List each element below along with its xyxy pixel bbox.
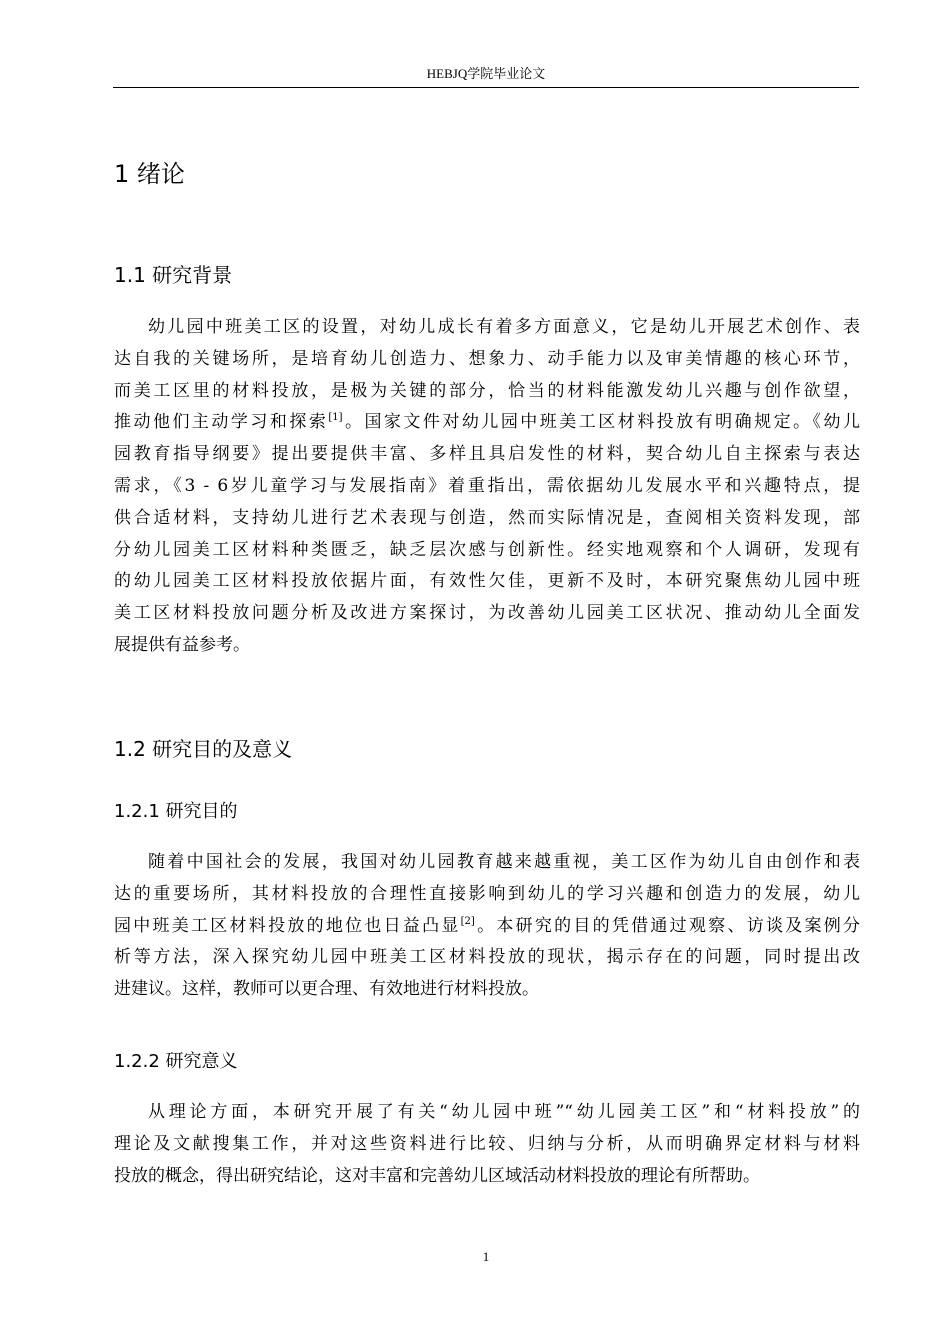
section-title-1-2: 1.2 研究目的及意义 (114, 737, 293, 761)
text-line (114, 911, 860, 943)
paragraph-significance (114, 1097, 860, 1192)
text-line: 理论及文献搜集工作，并对这些资料进行比较、归纳与分析，从而明确界定材料与材料 (114, 1133, 860, 1154)
citation-ref: [2] (460, 915, 475, 927)
text-segment: 园中班美工区材料投放的地位也日益凸显 (114, 915, 461, 936)
text-line: 投放的概念，得出研究结论，这对丰富和完善幼儿区域活动材料投放的理论有所帮助。 (114, 1165, 760, 1186)
text-line: 达的重要场所，其材料投放的合理性直接影响到幼儿的学习兴趣和创造力的发展，幼儿 (114, 883, 860, 904)
text-segment: 。本研究的目的凭借通过观察、访谈及案例分 (474, 915, 860, 936)
running-header: HEBJQ学院毕业论文 (426, 66, 546, 81)
text-line: 分幼儿园美工区材料种类匮乏，缺乏层次感与创新性。经实地观察和个人调研，发现有 (114, 539, 860, 560)
section-title-1-2-1: 1.2.1 研究目的 (114, 801, 238, 822)
text-line (114, 407, 860, 439)
text-line: 的幼儿园美工区材料投放依据片面，有效性欠佳，更新不及时，本研究聚焦幼儿园中班 (114, 571, 860, 592)
paragraph-purpose (114, 847, 860, 1006)
section-title-1-1: 1.1 研究背景 (114, 263, 233, 287)
paragraph-background (114, 312, 860, 662)
text-line: 展提供有益参考。 (114, 634, 250, 655)
text-segment: 。国家文件对幼儿园中班美工区材料投放有明确规定。《幼儿 (342, 412, 860, 433)
section-title-1-2-2: 1.2.2 研究意义 (114, 1051, 238, 1072)
header-divider (113, 87, 859, 88)
text-line: 从理论方面，本研究开展了有关“幼儿园中班”“幼儿园美工区”和“材料投放”的 (148, 1102, 860, 1122)
text-segment: 推动他们主动学习和探索 (114, 412, 329, 433)
text-line: 幼儿园中班美工区的设置，对幼儿成长有着多方面意义，它是幼儿开展艺术创作、表 (148, 317, 860, 337)
citation-ref: [1] (328, 412, 343, 424)
text-line: 美工区材料投放问题分析及改进方案探讨，为改善幼儿园美工区状况、推动幼儿全面发 (114, 603, 860, 624)
text-line: 进建议。这样，教师可以更合理、有效地进行材料投放。 (114, 979, 539, 1000)
chapter-title: 1 绪论 (114, 160, 185, 188)
page-number: 1 (482, 1249, 490, 1264)
text-line: 而美工区里的材料投放，是极为关键的部分，恰当的材料能激发幼儿兴趣与创作欲望， (114, 380, 860, 401)
text-line: 需求，《3 - 6岁儿童学习与发展指南》着重指出，需依据幼儿发展水平和兴趣特点，提 (114, 475, 860, 496)
text-line: 供合适材料，支持幼儿进行艺术表现与创造，然而实际情况是，查阅相关资料发现，部 (114, 507, 860, 528)
text-line: 达自我的关键场所，是培育幼儿创造力、想象力、动手能力以及审美情趣的核心环节， (114, 348, 860, 369)
text-line: 随着中国社会的发展，我国对幼儿园教育越来越重视，美工区作为幼儿自由创作和表 (148, 852, 860, 872)
text-line: 析等方法，深入探究幼儿园中班美工区材料投放的现状，揭示存在的问题，同时提出改 (114, 947, 860, 968)
text-line: 园教育指导纲要》提出要提供丰富、多样且具启发性的材料，契合幼儿自主探索与表达 (114, 444, 860, 465)
